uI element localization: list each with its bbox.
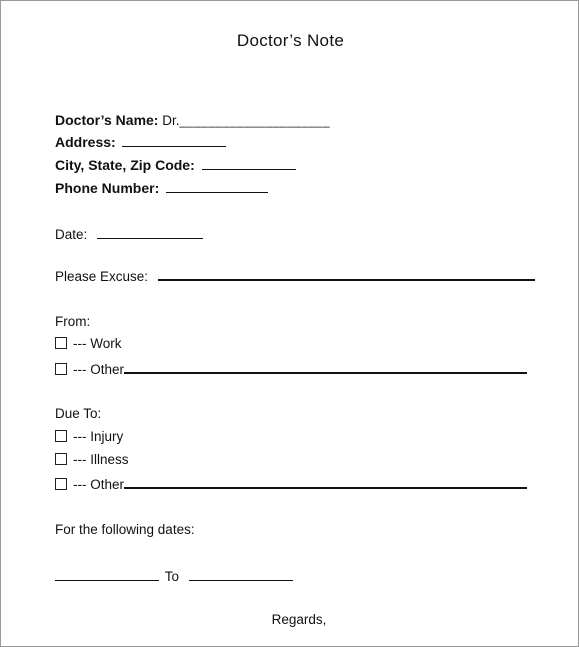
address-row [55, 132, 226, 152]
date-label: Date: [55, 227, 88, 242]
excuse-field[interactable] [158, 265, 535, 281]
phone-row [55, 178, 268, 198]
doctor-name-prefix: Dr. [162, 113, 180, 128]
from-other-field[interactable] [124, 358, 527, 374]
from-other-checkbox[interactable] [55, 363, 67, 375]
due-injury-row [55, 427, 123, 447]
due-illness-row [55, 450, 129, 470]
from-work-label: --- Work [73, 336, 122, 351]
from-label: From: [55, 314, 91, 329]
from-other-row [55, 358, 527, 378]
doctor-name-blank[interactable]: _____________________ [179, 114, 331, 128]
work-checkbox[interactable] [55, 337, 67, 349]
city-state-zip-label: City, State, Zip Code: [55, 157, 195, 173]
regards-text: Regards, [271, 612, 327, 627]
due-other-field[interactable] [124, 473, 527, 489]
city-state-zip-field[interactable] [202, 155, 296, 170]
start-date-field[interactable] [55, 566, 159, 581]
end-date-field[interactable] [189, 566, 293, 581]
date-field[interactable] [97, 224, 203, 239]
address-field[interactable] [122, 132, 226, 147]
due-other-checkbox[interactable] [55, 478, 67, 490]
date-row [55, 224, 203, 244]
illness-checkbox[interactable] [55, 453, 67, 465]
due-other-row [55, 473, 527, 493]
to-label: To [164, 569, 180, 584]
from-work-row [55, 334, 122, 354]
page-title: Doctor’s Note [236, 31, 345, 50]
doctor-name-label: Doctor’s Name: [55, 112, 159, 128]
date-range-row [55, 566, 293, 586]
excuse-label: Please Excuse: [55, 269, 149, 284]
injury-checkbox[interactable] [55, 430, 67, 442]
address-label: Address: [55, 134, 116, 150]
due-to-label: Due To: [55, 406, 102, 421]
phone-label: Phone Number: [55, 180, 160, 196]
following-dates-label: For the following dates: [55, 522, 195, 537]
due-injury-label: --- Injury [73, 429, 124, 444]
due-illness-label: --- Illness [73, 452, 129, 467]
phone-field[interactable] [166, 178, 268, 193]
due-other-label: --- Other [73, 477, 125, 492]
city-state-zip-row [55, 155, 296, 175]
excuse-row [55, 265, 535, 285]
doctor-name-row [55, 110, 330, 130]
from-other-label: --- Other [73, 362, 125, 377]
